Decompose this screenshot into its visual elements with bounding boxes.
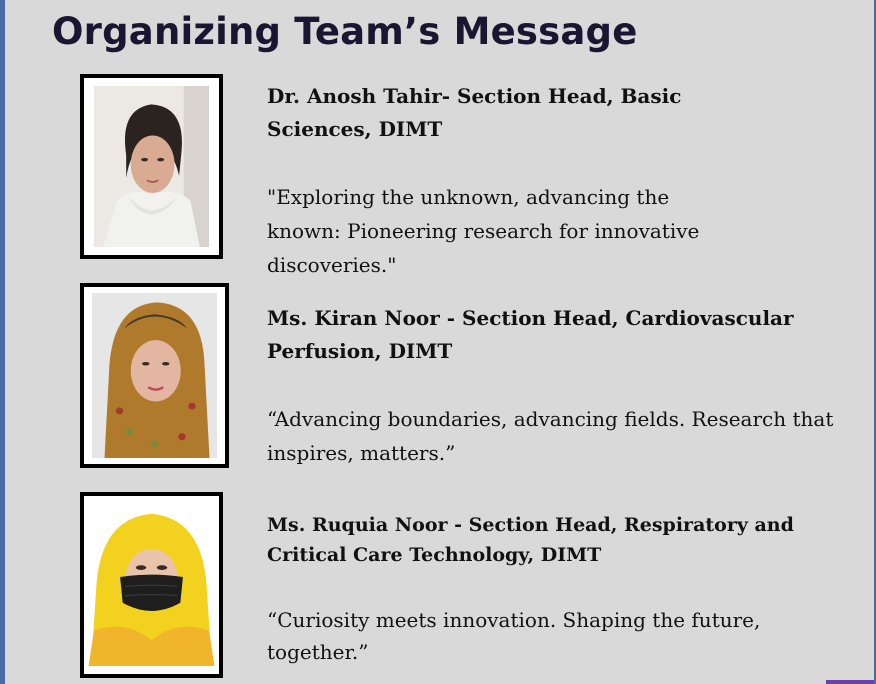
member-1-quote: "Exploring the unknown, advancing the known: Pioneering research for innovative discoveries." [267,185,700,277]
portrait-woman-white-scarf [94,86,209,247]
portrait-woman-patterned-hijab [92,293,217,458]
portrait-woman-yellow-hijab-mask [86,502,217,666]
member-2-name: Ms. Kiran Noor - Section Head, Cardiovascular Perfusion, DIMT [267,306,794,363]
member-photo-1 [80,74,223,259]
member-1-name: Dr. Anosh Tahir- Section Head, Basic Sciences, DIMT [267,84,682,141]
page-title: Organizing Team’s Message [52,10,638,53]
bottom-accent-bar [826,680,874,684]
member-3-name: Ms. Ruquia Noor - Section Head, Respiratory and Critical Care Technology, DIMT [267,514,794,566]
member-photo-2 [80,283,229,468]
member-photo-3 [80,492,223,678]
member-2-quote: “Advancing boundaries, advancing fields. Research that inspires, matters.” [267,407,834,465]
member-3-quote: “Curiosity meets innovation. Shaping the future, together.” [267,608,761,664]
